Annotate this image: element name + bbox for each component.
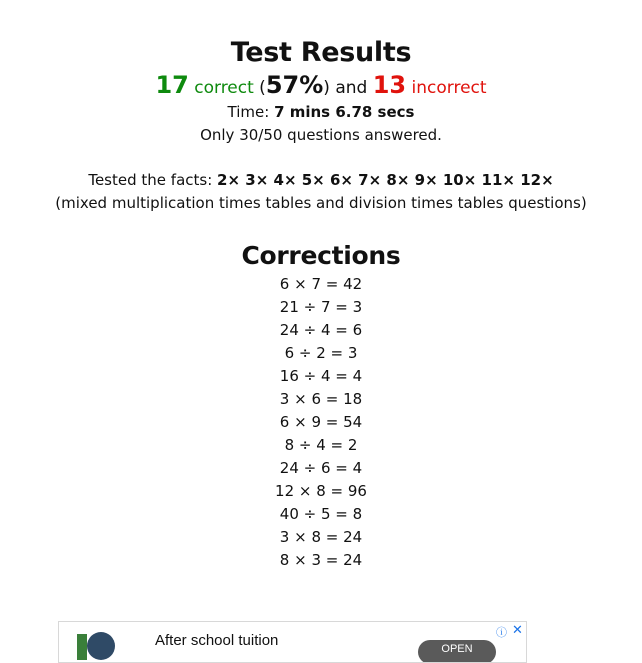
page-title: Test Results	[230, 37, 412, 68]
facts-line	[0, 169, 642, 192]
time-line	[0, 101, 642, 124]
incorrect-count: 13	[372, 71, 407, 99]
corrections-list	[0, 273, 642, 572]
ad-open-button[interactable]: OPEN	[418, 640, 496, 663]
correction-item: 24 ÷ 6 = 4	[279, 459, 363, 477]
close-icon[interactable]: ✕	[512, 622, 523, 637]
correct-count: 17	[155, 71, 189, 99]
ad-brand-mark	[77, 634, 87, 660]
ad-banner[interactable]	[58, 621, 527, 663]
and-label: and	[335, 78, 368, 98]
correction-item: 12 × 8 = 96	[275, 482, 367, 500]
incorrect-label: incorrect	[411, 78, 487, 98]
facts-label: Tested the facts:	[88, 171, 213, 189]
answered-count: Only 30/50 questions answered.	[200, 126, 442, 144]
time-value: 7 mins 6.78 secs	[274, 103, 415, 121]
info-icon[interactable]: ⓘ	[496, 627, 507, 639]
correction-item: 6 × 9 = 54	[279, 413, 363, 431]
correct-label: correct	[194, 78, 254, 98]
correction-item: 6 × 7 = 42	[279, 275, 363, 293]
facts-value: 2× 3× 4× 5× 6× 7× 8× 9× 10× 11× 12×	[217, 171, 554, 189]
correction-item: 40 ÷ 5 = 8	[279, 505, 363, 523]
ad-headline[interactable]: After school tuition	[155, 632, 279, 649]
score-summary: 17 correct (57%) and 13 incorrect	[155, 71, 487, 99]
ad-logo	[87, 632, 115, 660]
facts-note: (mixed multiplication times tables and division times tables questions)	[55, 194, 587, 212]
correction-item: 8 × 3 = 24	[279, 551, 363, 569]
correction-item: 24 ÷ 4 = 6	[279, 321, 363, 339]
correction-item: 3 × 8 = 24	[279, 528, 363, 546]
percent-score: 57%	[265, 71, 324, 99]
time-label: Time:	[227, 103, 270, 121]
correction-item: 3 × 6 = 18	[279, 390, 363, 408]
correction-item: 16 ÷ 4 = 4	[279, 367, 363, 385]
correction-item: 6 ÷ 2 = 3	[284, 344, 358, 362]
correction-item: 8 ÷ 4 = 2	[284, 436, 358, 454]
corrections-title: Corrections	[241, 241, 401, 270]
correction-item: 21 ÷ 7 = 3	[279, 298, 363, 316]
